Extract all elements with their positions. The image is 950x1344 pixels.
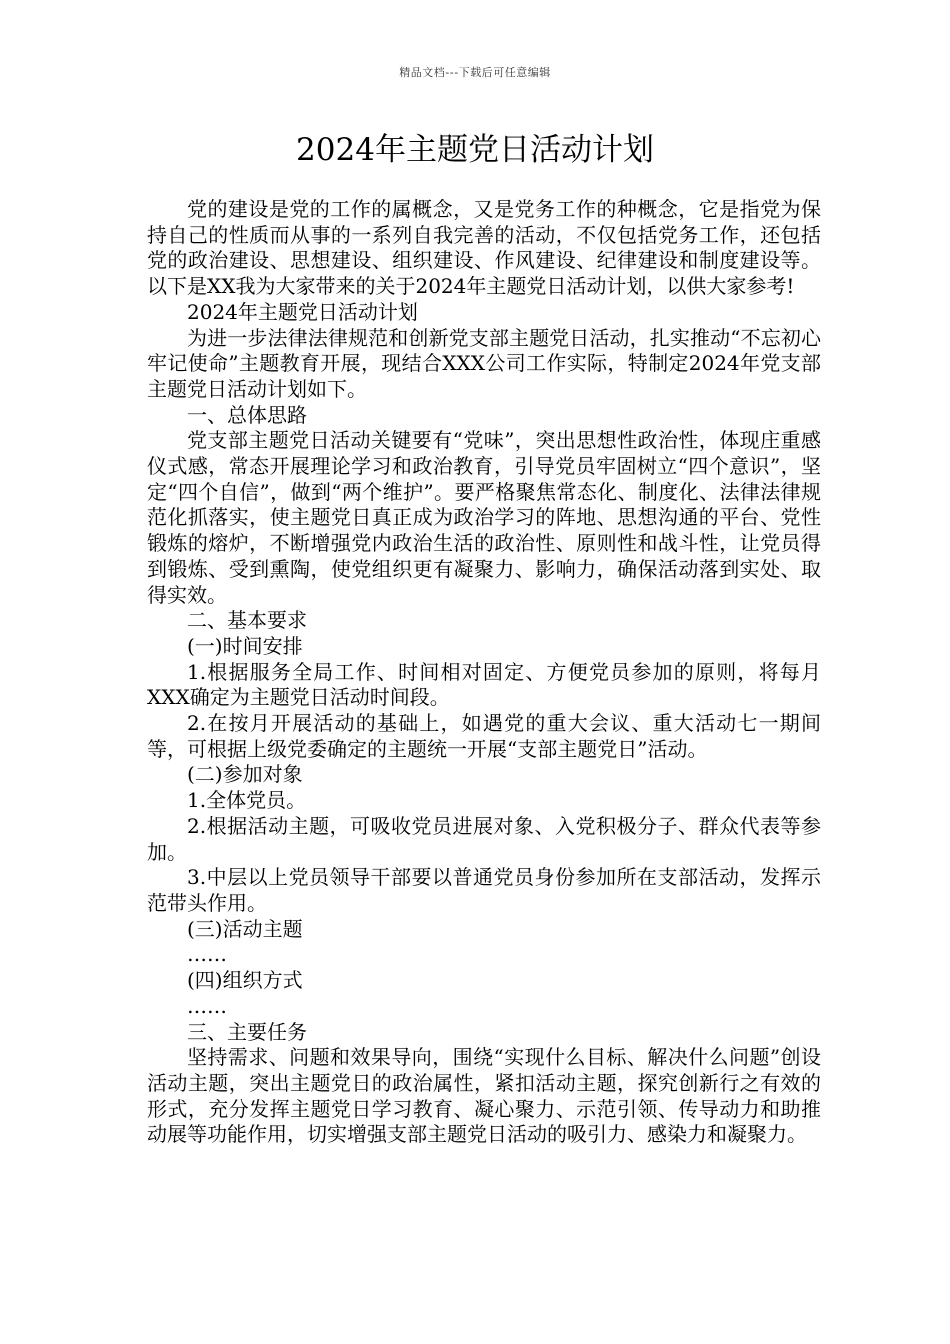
paragraph: 党的建设是党的工作的属概念，又是党务工作的种概念，它是指党为保持自己的性质而从事的一系列自我完善的活动，不仅包括党务工作，还包括党的政治建设、思想建设、组织建设、作风建设、纪律建设和制度建设等。以下是XX我为大家带来的关于2024年主题党日活动计划，以供大家参考! (147, 197, 821, 299)
paragraph: 党支部主题党日活动关键要有“党味”，突出思想性政治性，体现庄重感仪式感，常态开展理论学习和政治教育，引导党员牢固树立“四个意识”，坚定“四个自信”，做到“两个维护”。要严格聚焦常态化、制度化、法律法律规范化抓落实，使主题党日真正成为政治学习的阵地、思想沟通的平台、党性锻炼的熔炉，不断增强党内政治生活的政治性、原则性和战斗性，让党员得到锻炼、受到熏陶，使党组织更有凝聚力、影响力，确保活动落到实处、取得实效。 (147, 428, 821, 607)
subsection-heading: (四)组织方式 (187, 968, 303, 993)
document-title: 2024年主题党日活动计划 (296, 132, 654, 168)
subsection-heading: (三)活动主题 (187, 916, 303, 941)
list-item: 2.根据活动主题，可吸收党员进展对象、入党积极分子、群众代表等参加。 (147, 813, 821, 864)
paragraph: 坚持需求、问题和效果导向，围绕“实现什么目标、解决什么问题”创设活动主题，突出主题党日的政治属性，紧扣活动主题，探究创新行之有效的形式，充分发挥主题党日学习教育、凝心聚力、示范引领、传导动力和助推动展等功能作用，切实增强支部主题党日活动的吸引力、感染力和凝聚力。 (147, 1045, 821, 1147)
ellipsis: …… (187, 993, 227, 1018)
list-item: 1.全体党员。 (187, 788, 307, 813)
list-item: 3.中层以上党员领导干部要以普通党员身份参加所在支部活动，发挥示范带头作用。 (147, 865, 821, 915)
section-heading: 一、总体思路 (187, 402, 307, 427)
paragraph: 2024年主题党日活动计划 (187, 299, 418, 324)
subsection-heading: (二)参加对象 (187, 762, 303, 787)
ellipsis: …… (187, 942, 227, 967)
document-body (147, 197, 821, 1148)
subsection-heading: (一)时间安排 (187, 633, 303, 658)
list-item: 1.根据服务全局工作、时间相对固定、方便党员参加的原则，将每月XXX确定为主题党日活动时间段。 (147, 659, 821, 710)
section-heading: 三、主要任务 (187, 1019, 307, 1044)
section-heading: 二、基本要求 (187, 608, 307, 633)
paragraph: 为进一步法律法律规范和创新党支部主题党日活动，扎实推动“不忘初心 牢记使命”主题教育开展，现结合XXX公司工作实际，特制定2024年党支部主题党日活动计划如下。 (147, 325, 821, 401)
list-item: 2.在按月开展活动的基础上，如遇党的重大会议、重大活动七一期间等，可根据上级党委确定的主题统一开展“支部主题党日”活动。 (147, 711, 821, 761)
header-note: 精品文档---下载后可任意编辑 (399, 66, 551, 79)
